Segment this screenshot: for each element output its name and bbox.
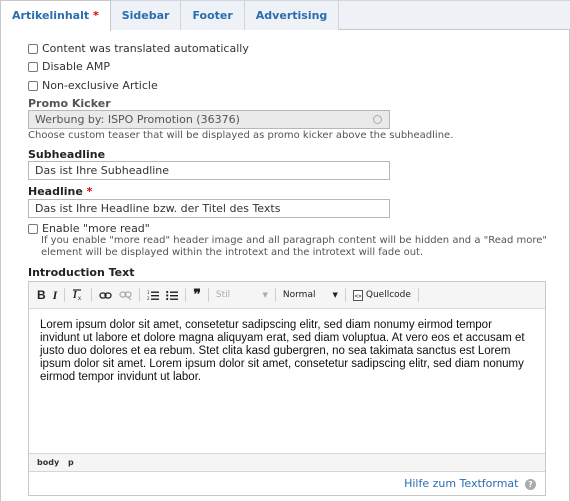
tab-sidebar[interactable] — [111, 0, 182, 30]
path-item[interactable]: p — [67, 458, 74, 467]
promo-kicker-description: Choose custom teaser that will be displayed as promo kicker above the subheadline. — [28, 130, 454, 141]
tab-label: Sidebar — [121, 9, 170, 22]
link-icon — [99, 291, 112, 300]
required-mark: * — [92, 9, 99, 22]
toolbar-separator — [185, 288, 186, 302]
help-icon[interactable]: ? — [525, 479, 536, 490]
editor-footer — [29, 471, 545, 496]
bulleted-list-icon — [166, 290, 178, 301]
toolbar-separator — [91, 288, 92, 302]
svg-text:<>: <> — [354, 292, 362, 300]
svg-text:1: 1 — [147, 289, 150, 295]
editor-content[interactable] — [29, 309, 545, 453]
disable-amp-label: Disable AMP — [42, 60, 110, 73]
non-exclusive-checkbox[interactable] — [28, 81, 38, 91]
remove-format-icon — [72, 289, 84, 301]
more-read-description: If you enable "more read" header image and all paragraph content will be hidden and a "Read more" element will be displayed within the introtext and the introtext will fade out. — [41, 235, 548, 258]
unlink-button[interactable] — [119, 290, 132, 300]
unlink-icon — [119, 290, 132, 300]
toolbar-separator — [275, 288, 276, 302]
disable-amp-checkbox[interactable] — [28, 62, 38, 72]
tab-artikelinhalt[interactable] — [0, 0, 111, 31]
tab-label: Advertising — [255, 9, 328, 22]
toolbar-separator — [345, 288, 346, 302]
tab-bar — [0, 0, 570, 30]
tab-label: Artikelinhalt — [12, 9, 90, 22]
promo-kicker-value: Werbung by: ISPO Promotion (36376) — [35, 113, 240, 126]
translated-checkbox[interactable] — [28, 44, 38, 54]
bulleted-list-button[interactable] — [166, 290, 178, 301]
toolbar-separator — [208, 288, 209, 302]
bold-button[interactable]: B — [37, 288, 46, 302]
link-button[interactable] — [99, 291, 112, 300]
more-read-checkbox-row[interactable] — [28, 222, 150, 235]
promo-kicker-label: Promo Kicker — [28, 97, 111, 110]
svg-text:x: x — [78, 296, 82, 301]
toolbar-separator — [418, 288, 419, 302]
toolbar-separator — [139, 288, 140, 302]
source-icon — [353, 290, 363, 301]
format-dropdown[interactable] — [283, 290, 338, 300]
remove-format-button[interactable] — [72, 289, 84, 301]
translated-checkbox-row[interactable] — [28, 42, 249, 55]
autocomplete-icon — [373, 115, 382, 124]
non-exclusive-checkbox-row[interactable] — [28, 79, 158, 92]
translated-label: Content was translated automatically — [42, 42, 249, 55]
help-link[interactable]: Hilfe zum Textformat — [404, 477, 519, 490]
body-text: Lorem ipsum dolor sit amet, consetetur sadipscing elitr, sed diam nonumy eirmod tempor invidunt ut labore et dolore magna aliquyam erat, sed diam voluptua. At vero eos et accusam et justo duo dolores et ea rebum. Stet clita kasd gubergren, no sea takimata sanctus est Lorem ipsum dolor sit amet. Lorem ipsum dolor sit amet, consetetur sadipscing elitr, sed diam nonumy eirmod tempor invidunt ut labor. — [40, 319, 525, 383]
tab-label: Footer — [192, 9, 233, 22]
tab-panel — [0, 30, 570, 501]
toolbar-separator — [64, 288, 65, 302]
headline-label — [28, 185, 92, 198]
headline-label-text: Headline — [28, 185, 83, 198]
promo-kicker-select[interactable] — [28, 110, 390, 129]
svg-text:I: I — [73, 290, 78, 301]
introduction-label: Introduction Text — [28, 266, 135, 279]
tab-footer[interactable] — [181, 0, 244, 30]
style-dropdown[interactable] — [216, 290, 268, 300]
source-button[interactable] — [353, 290, 411, 301]
headline-input[interactable] — [28, 199, 390, 218]
disable-amp-checkbox-row[interactable] — [28, 60, 110, 73]
editor-toolbar — [29, 282, 545, 309]
format-dropdown-value: Normal — [282, 290, 316, 300]
italic-button[interactable]: I — [52, 287, 58, 302]
more-read-checkbox[interactable] — [28, 224, 38, 234]
chevron-down-icon: ▼ — [262, 291, 268, 299]
path-item[interactable]: body — [37, 458, 60, 467]
numbered-list-icon — [147, 290, 159, 301]
chevron-down-icon: ▼ — [332, 291, 338, 299]
non-exclusive-label: Non-exclusive Article — [42, 79, 158, 92]
subheadline-input[interactable] — [28, 161, 390, 180]
source-label: Quellcode — [365, 290, 411, 300]
headline-value: Das ist Ihre Headline bzw. der Titel des Texts — [35, 202, 281, 215]
tab-advertising[interactable] — [245, 0, 340, 30]
subheadline-value: Das ist Ihre Subheadline — [35, 164, 170, 177]
subheadline-label: Subheadline — [28, 148, 106, 161]
more-read-label: Enable "more read" — [42, 222, 150, 235]
rich-text-editor — [28, 281, 546, 496]
blockquote-button[interactable] — [193, 287, 201, 304]
svg-text:2: 2 — [147, 295, 150, 301]
style-dropdown-value: Stil — [215, 290, 231, 300]
required-mark: * — [86, 185, 93, 198]
numbered-list-button[interactable] — [147, 290, 159, 301]
quote-icon: ❞ — [193, 287, 201, 303]
tab-bar-filler — [339, 0, 570, 29]
element-path-bar — [29, 453, 545, 471]
